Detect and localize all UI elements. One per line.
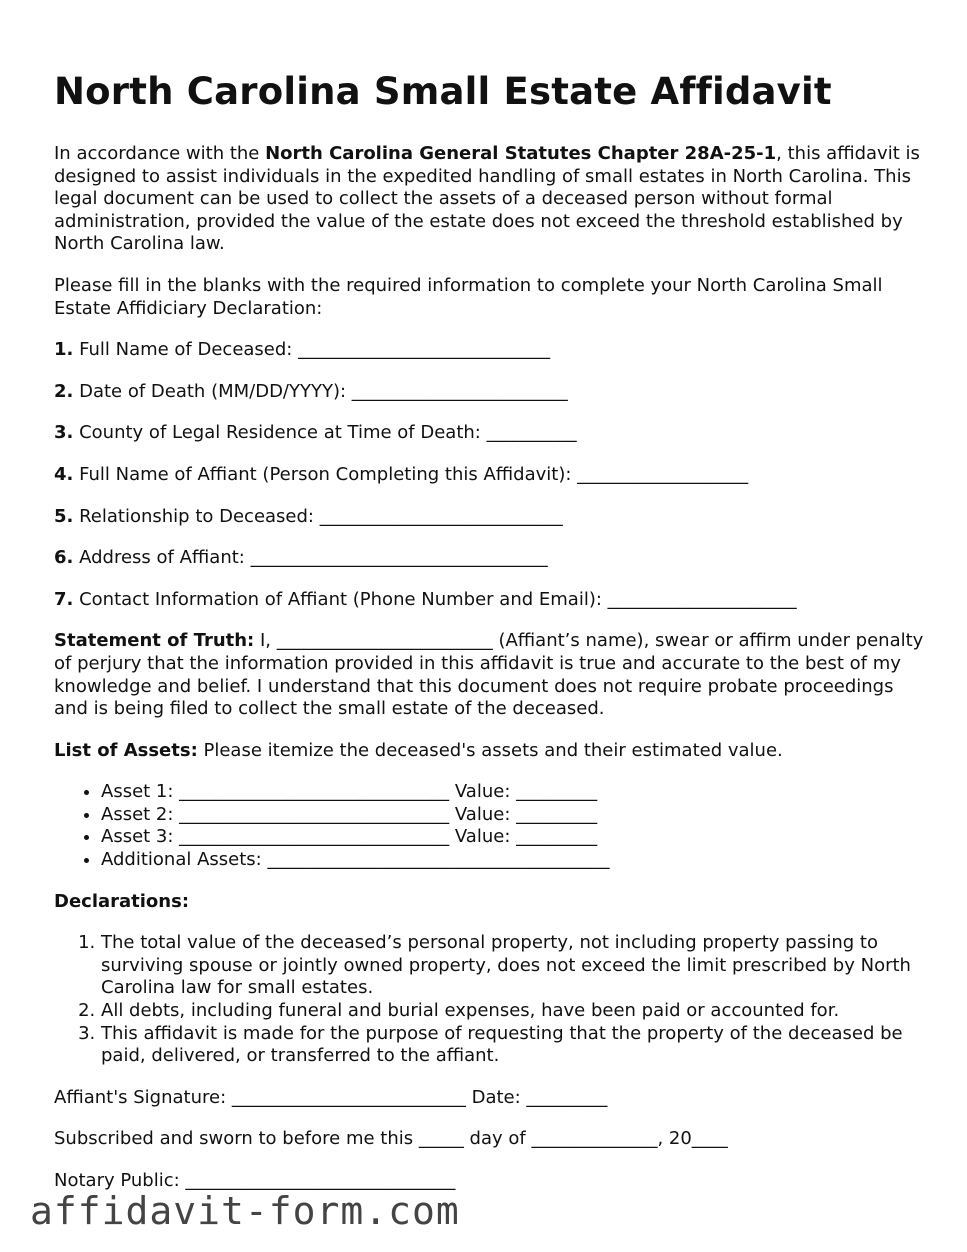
- declarations-label: Declarations:: [54, 890, 190, 912]
- assets-label: List of Assets:: [54, 739, 198, 761]
- statement-text: I, ________________________ (Affiant’s name), swear or affirm under penalty of perjury that the information provided in this affidavit is true and accurate to the best of my knowledge and belief. I understand that this document does not require probate proceedings and is being filed to collect the small estate of the deceased.: [54, 630, 924, 720]
- statute-reference: North Carolina General Statutes Chapter 28A-25-1: [265, 143, 777, 164]
- declaration-item-2: 2. All debts, including funeral and burial expenses, have been paid or accounted for.: [101, 1000, 924, 1023]
- signature-line[interactable]: Affiant's Signature: __________________________ Date: _________: [54, 1086, 608, 1108]
- asset-item-1[interactable]: • Asset 1: ______________________________ Value: _________: [101, 781, 924, 804]
- field-number: 5.: [54, 505, 74, 527]
- declaration-item-1: 1. The total value of the deceased’s personal property, not including property passing to surviving spouse or jointly owned property, does not exceed the limit prescribed by North Carolina law for small estates.: [101, 932, 924, 1000]
- intro-pre: In accordance with the: [54, 143, 266, 164]
- assets-text: Please itemize the deceased's assets and their estimated value.: [197, 739, 783, 761]
- assets-heading: [54, 740, 924, 763]
- field-list: [54, 339, 924, 611]
- field-label: Relationship to Deceased: ___________________________: [73, 505, 563, 527]
- field-label: County of Legal Residence at Time of Death: __________: [73, 422, 577, 444]
- declarations-list: [54, 932, 924, 1068]
- document-title: North Carolina Small Estate Affidavit: [54, 70, 832, 113]
- field-label: Contact Information of Affiant (Phone Number and Email): _____________________: [73, 588, 797, 610]
- watermark: affidavit-form.com: [30, 1189, 460, 1233]
- field-number: 6.: [54, 547, 74, 569]
- field-label: Address of Affiant: _________________________________: [73, 547, 548, 569]
- field-affiant-address[interactable]: [54, 547, 924, 570]
- field-contact-info[interactable]: [54, 589, 924, 612]
- field-number: 3.: [54, 422, 74, 444]
- declaration-item-3: 3. This affidavit is made for the purpose of requesting that the property of the deceased be paid, delivered, or transferred to the affiant.: [101, 1023, 924, 1068]
- statement-label: Statement of Truth:: [54, 630, 255, 652]
- field-relationship[interactable]: [54, 506, 924, 529]
- field-number: 4.: [54, 463, 74, 485]
- field-label: Full Name of Deceased: ____________________________: [73, 339, 551, 361]
- intro-paragraph: [54, 143, 924, 256]
- field-deceased-name[interactable]: [54, 339, 924, 362]
- asset-list: [54, 781, 924, 871]
- field-number: 1.: [54, 339, 74, 361]
- statement-of-truth[interactable]: [54, 630, 924, 720]
- field-date-of-death[interactable]: [54, 381, 924, 404]
- declarations-heading: [54, 891, 924, 914]
- field-label: Full Name of Affiant (Person Completing this Affidavit): ___________________: [73, 463, 749, 485]
- affidavit-document: [54, 70, 924, 1212]
- field-number: 2.: [54, 380, 74, 402]
- intro-post: , this affidavit is designed to assist individuals in the expedited handling of small estates in North Carolina. This legal document can be used to collect the assets of a deceased person without formal administration, provided the value of the estate does not exceed the threshold established by North Carolina law.: [54, 143, 920, 255]
- sworn-line[interactable]: Subscribed and sworn to before me this _____ day of ______________, 20____: [54, 1128, 728, 1150]
- instructions-paragraph: Please fill in the blanks with the required information to complete your North Carolina Small Estate Affidiciary Declaration:: [54, 274, 883, 319]
- field-affiant-name[interactable]: [54, 464, 924, 487]
- asset-item-3[interactable]: • Asset 3: ______________________________ Value: _________: [101, 826, 924, 849]
- field-county-residence[interactable]: [54, 422, 924, 445]
- field-number: 7.: [54, 588, 74, 610]
- asset-item-additional[interactable]: • Additional Assets: ______________________________________: [101, 849, 924, 872]
- field-label: Date of Death (MM/DD/YYYY): ________________________: [73, 380, 568, 402]
- asset-item-2[interactable]: • Asset 2: ______________________________ Value: _________: [101, 804, 924, 827]
- notary-line[interactable]: Notary Public: ______________________________: [54, 1170, 456, 1191]
